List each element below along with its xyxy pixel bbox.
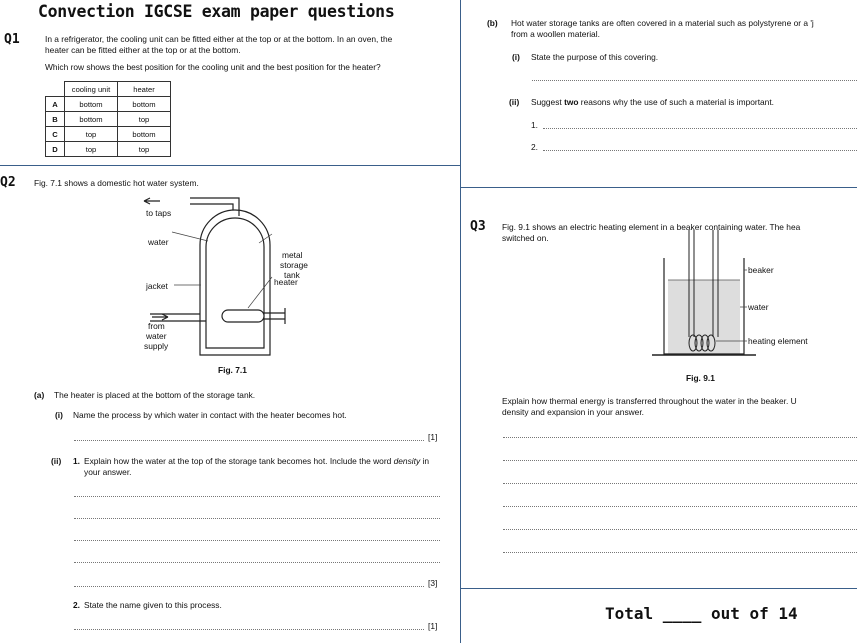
answer-line-q3-5[interactable] [503, 529, 857, 530]
heater-element [222, 310, 264, 322]
row-letter: C [46, 127, 65, 142]
row-letter: A [46, 97, 65, 112]
q2ai-label: (i) [55, 410, 63, 420]
answer-line-2ai[interactable] [74, 440, 424, 441]
fig-label-heater: heater [274, 277, 298, 287]
arrow-to-taps [144, 198, 160, 204]
q2aii-keyword: density [393, 456, 421, 466]
label-leaders [172, 232, 272, 308]
answer-line-2aii-5[interactable] [74, 586, 424, 587]
row-cooling: top [65, 142, 118, 157]
answer-line-2aii-3[interactable] [74, 540, 440, 541]
q2bi-label: (i) [512, 52, 520, 62]
water-fill [668, 280, 740, 354]
mark-2aii2: [1] [428, 621, 438, 631]
q1-text: In a refrigerator, the cooling unit can be fitted either at the top or at the bottom. In an oven, the heater can be fitted either at the top or at the bottom. [45, 34, 393, 55]
q3-label: Q3 [470, 219, 486, 234]
q3-text-2: switched on. [502, 233, 549, 243]
fig-label-heating-element: heating element [748, 336, 808, 346]
fig-label-to-taps: to taps [146, 208, 172, 218]
q2bii-label: (ii) [509, 97, 520, 107]
fig-label-metal: metal [282, 250, 303, 260]
fig-7-1-caption: Fig. 7.1 [218, 365, 247, 375]
q2bii-text-end: reasons why the use of such a material is important. [578, 97, 774, 107]
divider-q2b-q3 [461, 187, 857, 188]
q2bii-text-start: Suggest [531, 97, 565, 107]
q1-label: Q1 [4, 32, 20, 47]
q1-options-table [45, 81, 171, 157]
q2aii-text-start: Explain how the water at the top of the storage tank becomes hot. Include the word [84, 456, 392, 466]
row-cooling: bottom [65, 112, 118, 127]
arrow-from-supply [152, 314, 168, 320]
table-corner [46, 82, 65, 97]
fig-label-from: from [148, 321, 165, 331]
mark-2aii: [3] [428, 578, 438, 588]
q2bi-text: State the purpose of this covering. [531, 52, 659, 62]
q2aii-num: 1. [73, 456, 80, 466]
header-heater: heater [118, 82, 171, 97]
row-heater: top [118, 142, 171, 157]
answer-line-2bii-1[interactable] [543, 128, 857, 129]
answer-line-2bi[interactable] [532, 80, 857, 81]
fig-label-water-q3: water [748, 302, 769, 312]
q2bii-bold-word: two [564, 97, 579, 107]
fig-9-1-caption: Fig. 9.1 [686, 373, 715, 383]
table-row [46, 97, 171, 112]
row-letter: B [46, 112, 65, 127]
row-heater: bottom [118, 97, 171, 112]
q2ai-text: Name the process by which water in contact with the heater becomes hot. [73, 410, 347, 420]
answer-line-q3-2[interactable] [503, 460, 857, 461]
tank-outline [200, 210, 270, 355]
header-cooling: cooling unit [65, 82, 118, 97]
answer-line-q3-1[interactable] [503, 437, 857, 438]
row-cooling: top [65, 127, 118, 142]
outlet-pipe [190, 204, 233, 210]
q1-question: Which row shows the best position for the cooling unit and the best position for the heater? [45, 62, 381, 72]
fig-label-supply: supply [144, 341, 169, 351]
fig-label-beaker: beaker [748, 265, 774, 275]
fig-9-1-beaker [640, 225, 830, 365]
fig-label-water: water [148, 237, 169, 247]
divider-total [461, 588, 857, 589]
answer-line-2aii-4[interactable] [74, 562, 440, 563]
heater-connector [264, 308, 285, 324]
table-row [46, 127, 171, 142]
q2aii2-text: State the name given to this process. [84, 600, 222, 610]
q3-text: Fig. 9.1 shows an electric heating element in a beaker containing water. The hea [502, 222, 801, 232]
table-row [46, 142, 171, 157]
table-row [46, 112, 171, 127]
q2-intro: Fig. 7.1 shows a domestic hot water system. [34, 178, 199, 188]
q2b-label: (b) [487, 18, 498, 28]
q2b-text-2: from a woollen material. [511, 29, 600, 39]
q2aii-label: (ii) [51, 456, 62, 466]
row-heater: top [118, 112, 171, 127]
column-divider [460, 0, 461, 643]
total-score: Total ____ out of 14 [605, 604, 798, 623]
answer-line-2aii-2[interactable] [74, 518, 440, 519]
q2bii-num-2: 2. [531, 142, 538, 152]
table-header-row [46, 82, 171, 97]
q2b-text: Hot water storage tanks are often covered in a material such as polystyrene or a 'j [511, 18, 814, 28]
q2a-label: (a) [34, 390, 45, 400]
answer-line-q3-4[interactable] [503, 506, 857, 507]
outlet-pipe-2 [190, 198, 239, 216]
q2aii2-num: 2. [73, 600, 80, 610]
q2aii-text-end: in your answer. [84, 456, 430, 477]
row-letter: D [46, 142, 65, 157]
row-cooling: bottom [65, 97, 118, 112]
fig-label-from-water: water [146, 331, 167, 341]
tank-inner [206, 218, 264, 348]
answer-line-2aii-1[interactable] [74, 496, 440, 497]
page-title: Convection IGCSE exam paper questions [38, 2, 395, 21]
fig-7-1-hot-water-system [130, 190, 330, 370]
mark-2ai: [1] [428, 432, 438, 442]
q3-explain: Explain how thermal energy is transferred throughout the water in the beaker. U [502, 396, 797, 406]
divider-q1-q2 [0, 165, 460, 166]
fig-label-tank: tank [284, 270, 300, 280]
row-heater: bottom [118, 127, 171, 142]
q2aii-text [84, 456, 444, 477]
q2-label: Q2 [0, 175, 16, 190]
q2bii-num-1: 1. [531, 120, 538, 130]
fig-label-jacket: jacket [146, 281, 168, 291]
q2bii-text [531, 97, 774, 108]
answer-line-q3-3[interactable] [503, 483, 857, 484]
q2a-text: The heater is placed at the bottom of the storage tank. [54, 390, 256, 400]
answer-line-2aii2[interactable] [74, 629, 424, 630]
q3-explain-2: density and expansion in your answer. [502, 407, 644, 417]
answer-line-q3-6[interactable] [503, 552, 857, 553]
fig-label-storage: storage [280, 260, 308, 270]
answer-line-2bii-2[interactable] [543, 150, 857, 151]
